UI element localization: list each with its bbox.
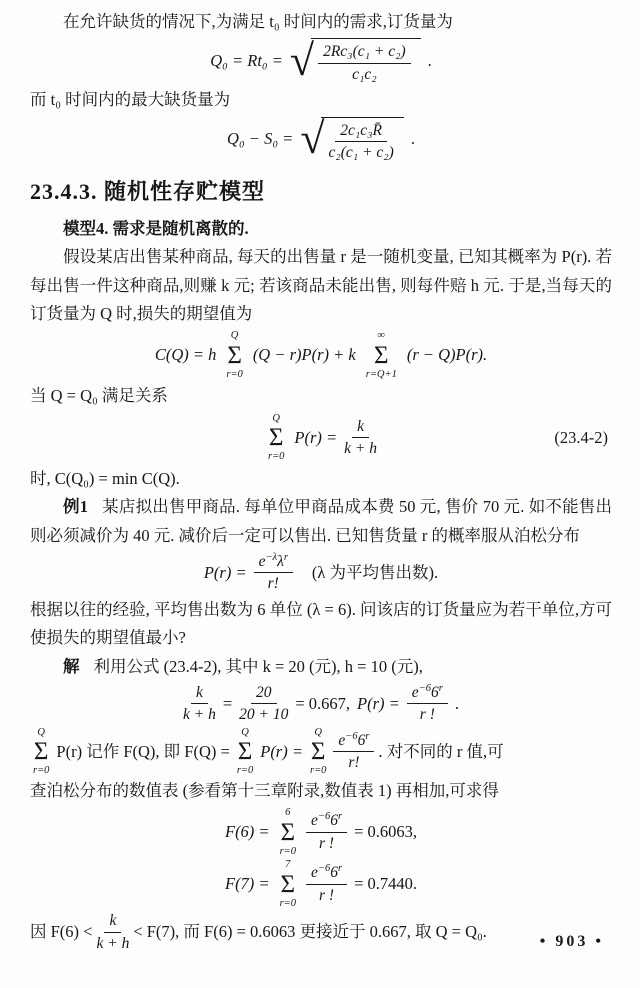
euler-e: e	[338, 731, 346, 749]
euler-e: e	[411, 683, 419, 701]
summation	[237, 727, 253, 777]
table-reference-paragraph: 查泊松分布的数值表 (参看第十三章附录,数值表 1) 再相加,可求得	[30, 780, 499, 800]
fraction	[328, 121, 393, 163]
summation	[310, 727, 326, 777]
formula-lhs: C(Q) = h	[154, 345, 217, 365]
radicand	[321, 117, 403, 163]
exponent: r	[365, 730, 370, 742]
exponent: r	[337, 863, 343, 875]
sum-upper-limit: 7	[285, 859, 291, 871]
fraction	[239, 683, 288, 725]
minimum-condition-paragraph: 时, C(Q₀) = min C(Q).	[30, 468, 180, 488]
fraction-denominator: r!	[267, 575, 279, 593]
fraction-numerator	[407, 683, 448, 704]
definition-text: P(r) 记作 F(Q), 即 F(Q) =	[56, 741, 230, 761]
example-label: 例1	[63, 497, 88, 517]
sum-lower-limit: r=0	[309, 765, 327, 777]
formula-lhs: F(6) =	[224, 821, 270, 841]
fraction-denominator: k + h	[96, 934, 130, 952]
conclusion-start: 因 F(6) <	[30, 922, 93, 941]
summation	[33, 727, 49, 777]
sigma-icon: Σ	[280, 818, 296, 846]
sum-upper-limit: Q	[37, 726, 45, 738]
sigma-icon: Σ	[268, 424, 284, 452]
formula-period: .	[427, 51, 432, 71]
radicand	[311, 38, 421, 84]
fraction	[407, 683, 448, 725]
section-heading: 23.4.3. 随机性存贮模型	[30, 179, 266, 205]
sum-lower-limit: r=0	[33, 765, 50, 777]
exponent: r	[337, 811, 343, 823]
fraction	[306, 863, 347, 905]
probability-lhs: P(r) =	[357, 693, 400, 713]
fraction-denominator: c₁c₂	[352, 65, 377, 83]
exponent: −6	[418, 682, 432, 694]
formula-note: (λ 为平均售出数).	[311, 562, 439, 582]
euler-e: e	[258, 553, 266, 571]
fraction	[333, 731, 374, 773]
base-six: 6	[330, 864, 338, 882]
fraction	[306, 811, 347, 853]
sum-lower-limit: r=0	[279, 897, 296, 909]
radical-icon: √	[289, 36, 315, 86]
condition-paragraph: 当 Q = Q₀ 满足关系	[30, 386, 168, 406]
formula-tail: (r − Q)P(r).	[406, 345, 488, 365]
conclusion-end: < F(7), 而 F(6) = 0.6063 更接近于 0.667, 取 Q = Q₀.	[133, 922, 487, 941]
fraction-numerator	[333, 731, 374, 752]
summation	[268, 413, 284, 463]
sigma-icon: Σ	[374, 341, 389, 369]
formula-result: = 0.6063,	[354, 821, 417, 841]
fraction-denominator: r !	[318, 834, 335, 852]
fraction-denominator: k + h	[182, 706, 216, 724]
formula-ratio	[30, 683, 612, 725]
formula-f6	[30, 807, 612, 857]
model-description-paragraph: 假设某店出售某种商品, 每天的出售量 r 是一随机变量, 已知其概率为 P(r). 若每出售一件这种商品,则赚 k 元; 若该商品未能出售, 则每件赔 h 元. 于是,当每天的订货量为 Q 时,损失的期望值为	[30, 247, 612, 323]
fraction-denominator: r !	[318, 886, 335, 904]
sum-lower-limit: r=0	[279, 845, 296, 857]
fraction-numerator: k	[104, 911, 121, 932]
fraction-numerator: 2c₁c₃R̄	[335, 121, 387, 142]
fraction-numerator	[306, 811, 347, 832]
solution-label: 解	[63, 656, 80, 676]
sum-upper-limit: ∞	[377, 330, 386, 342]
base-six: 6	[330, 812, 338, 830]
fraction-numerator: k	[191, 683, 208, 704]
sigma-icon: Σ	[280, 870, 296, 898]
conclusion-paragraph	[30, 911, 612, 953]
definition-middle: P(r) =	[260, 741, 303, 761]
square-root	[300, 114, 404, 164]
formula-expected-loss	[30, 330, 612, 380]
experience-paragraph: 根据以往的经验, 平均售出数为 6 单位 (λ = 6). 问该店的订货量应为若干单位,方可使损失的期望值最小?	[30, 599, 612, 648]
sum-lower-limit: r=0	[267, 451, 285, 463]
summation	[366, 330, 397, 380]
formula-lhs: Q₀ = Rt₀ =	[210, 51, 283, 71]
fraction-denominator: r!	[348, 754, 360, 772]
sigma-icon: Σ	[310, 738, 326, 766]
fraction-numerator: 2Rc₃(c₁ + c₂)	[318, 42, 411, 63]
exponent: r	[438, 682, 443, 694]
euler-e: e	[310, 864, 318, 882]
base-six: 6	[357, 731, 366, 749]
equation-number: (23.4-2)	[554, 427, 608, 447]
fraction	[318, 42, 411, 84]
fraction-denominator: k + h	[344, 440, 377, 458]
formula-order-quantity	[30, 38, 612, 84]
solution-paragraph	[30, 653, 612, 681]
fraction-denominator: 20 + 10	[239, 706, 289, 724]
intro-paragraph: 在允许缺货的情况下,为满足 t₀ 时间内的需求,订货量为	[63, 12, 453, 31]
sum-upper-limit: 6	[285, 807, 291, 819]
definition-tail: . 对不同的 r 值,可	[378, 741, 504, 761]
equals-sign: =	[222, 693, 233, 713]
numbered-equation-row	[30, 413, 612, 463]
formula-max-shortage	[30, 114, 612, 164]
formula-23-4-2	[30, 413, 612, 463]
fraction	[96, 911, 129, 953]
example-paragraph	[30, 493, 612, 550]
sum-upper-limit: Q	[314, 726, 322, 738]
exponent: −λ	[265, 551, 278, 563]
formula-f7	[30, 859, 612, 909]
formula-lhs: P(r) =	[203, 562, 247, 582]
fraction-denominator: c₂(c₁ + c₂)	[328, 143, 394, 161]
fraction-numerator: 20	[251, 683, 277, 704]
summation	[226, 330, 242, 380]
formula-period: .	[454, 693, 459, 713]
summation	[280, 859, 296, 909]
formula-period: .	[410, 129, 415, 149]
sum-lower-limit: r=0	[226, 368, 243, 380]
fraction-numerator	[306, 863, 347, 884]
formula-middle: (Q − r)P(r) + k	[252, 345, 356, 365]
formula-result: = 0.7440.	[354, 874, 417, 894]
fraction-numerator: k	[352, 417, 369, 438]
fraction-denominator: r !	[419, 706, 435, 724]
solution-text: 利用公式 (23.4-2), 其中 k = 20 (元), h = 10 (元),	[93, 656, 423, 676]
cumulative-definition-paragraph	[30, 727, 612, 777]
formula-lhs: P(r) =	[294, 427, 338, 447]
formula-lhs: F(7) =	[224, 874, 270, 894]
base-six: 6	[431, 683, 439, 701]
fraction	[254, 552, 293, 594]
formula-lhs: Q₀ − S₀ =	[227, 129, 294, 149]
example-text: 某店拟出售甲商品. 每单位甲商品成本费 50 元, 售价 70 元. 如不能售出则必须减价为 40 元. 减价后一定可以售出. 已知售货量 r 的概率服从泊松分布	[30, 497, 613, 545]
radical-icon: √	[300, 114, 325, 164]
exponent: −6	[345, 730, 358, 742]
fraction	[344, 417, 377, 459]
lambda-term: λ	[277, 553, 284, 571]
square-root	[290, 38, 421, 84]
sum-upper-limit: Q	[272, 412, 280, 424]
exponent: −6	[317, 811, 331, 823]
shortage-intro-paragraph: 而 t₀ 时间内的最大缺货量为	[30, 90, 231, 110]
formula-poisson	[30, 552, 612, 594]
sigma-icon: Σ	[227, 341, 242, 369]
sigma-icon: Σ	[237, 738, 253, 766]
exponent: r	[283, 551, 288, 563]
exponent: −6	[317, 863, 331, 875]
page-number: • 903 •	[539, 933, 604, 951]
sum-upper-limit: Q	[230, 330, 239, 342]
sum-lower-limit: r=Q+1	[365, 368, 397, 380]
ratio-result: = 0.667,	[295, 693, 351, 713]
euler-e: e	[310, 812, 318, 830]
summation	[280, 807, 296, 857]
sum-upper-limit: Q	[241, 726, 249, 738]
sigma-icon: Σ	[33, 738, 49, 766]
model-title: 模型4. 需求是随机离散的.	[63, 218, 249, 238]
sum-lower-limit: r=0	[236, 765, 254, 777]
fraction-numerator	[254, 552, 293, 573]
fraction	[183, 683, 216, 725]
